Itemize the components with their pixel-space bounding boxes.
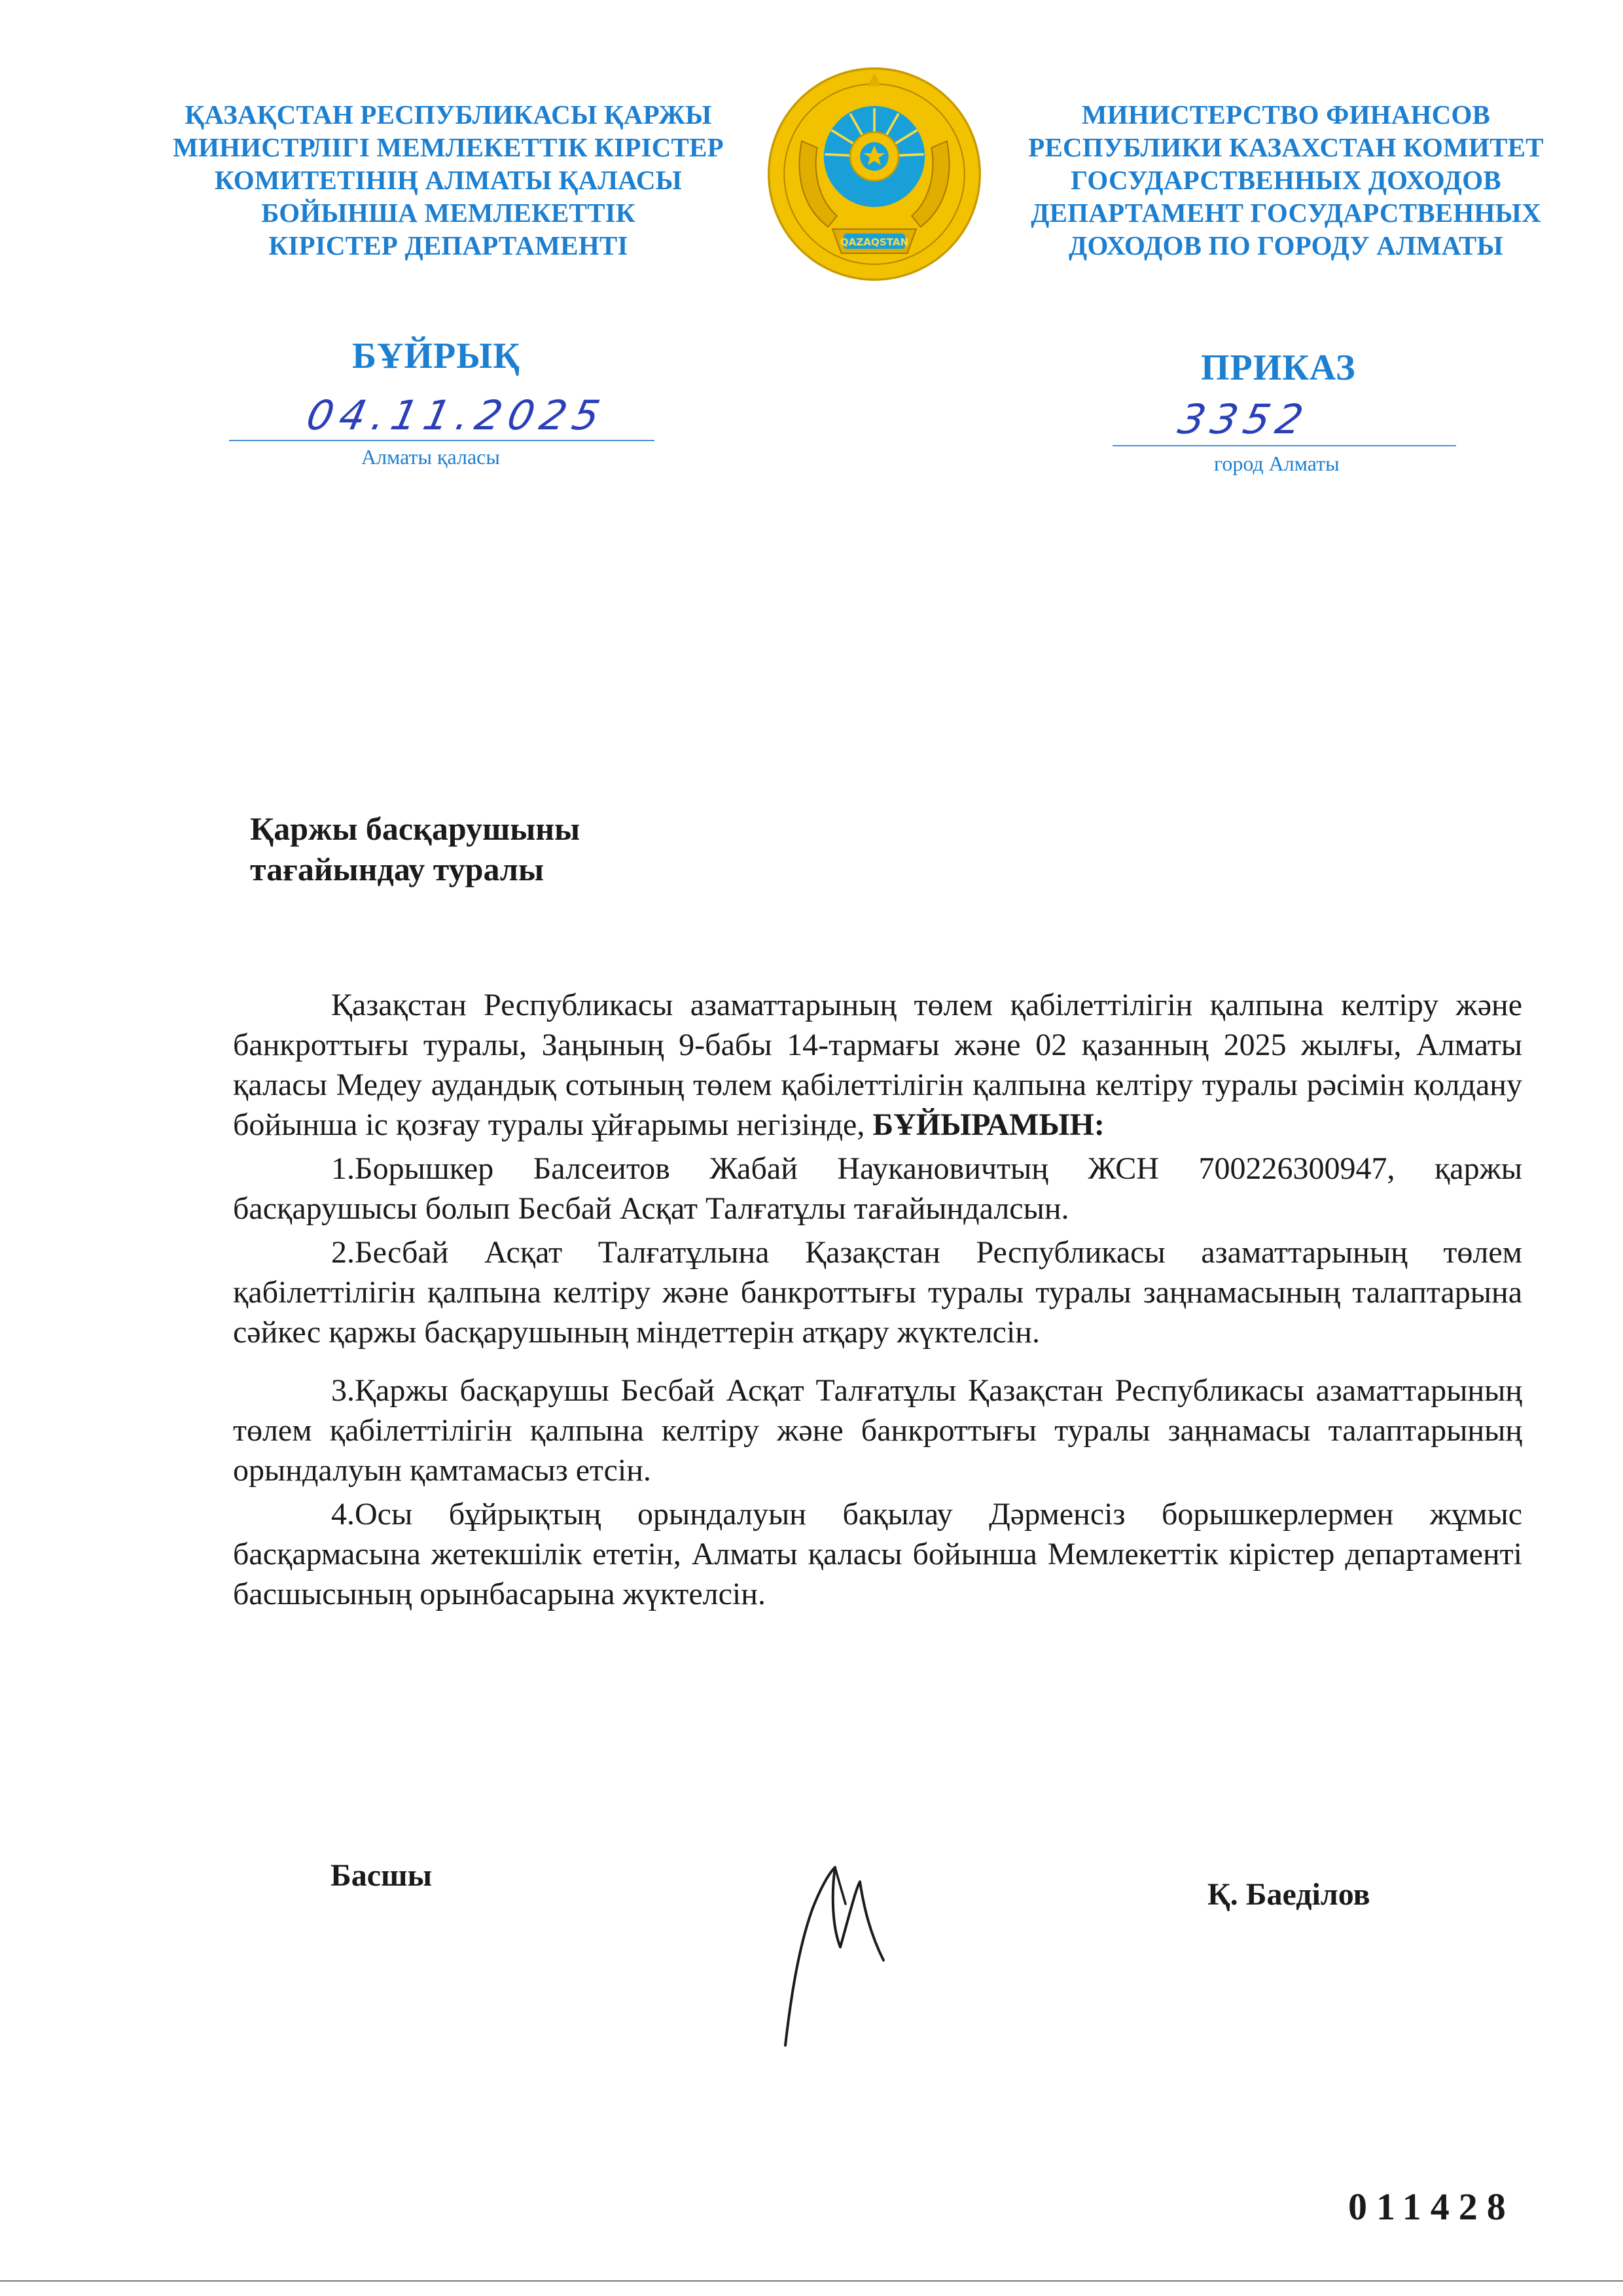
body-intro-text: Қазақстан Республикасы азаматтарының төлем қабілеттілігін қалпына келтіру және банкроттығы туралы, Заңының 9-бабы 14-тармағы және 02 қазанның 2025 жылғы, Алматы қаласы Медеу аудандық сотының төлем қабілеттілігін қалпына келтіру туралы рәсімін қолдану бойынша іс қозғау туралы ұйғарымы негізінде, xyxy=(233,988,1522,1142)
order-body xyxy=(233,985,1522,1618)
handwritten-signature xyxy=(772,1836,936,2052)
handwritten-date: 04.11.2025 xyxy=(302,391,611,439)
order-subject xyxy=(250,808,580,889)
header-left-line: КОМИТЕТІНІҢ АЛМАТЫ ҚАЛАСЫ xyxy=(214,165,683,195)
subject-line: Қаржы басқарушыны xyxy=(250,810,580,847)
city-russian: город Алматы xyxy=(1214,452,1340,475)
header-right-line: ДЕПАРТАМЕНТ ГОСУДАРСТВЕННЫХ xyxy=(1031,198,1541,228)
order-item-4: 4.Осы бұйрықтың орындалуын бақылау Дәрменсіз борышкерлермен жұмыс басқармасына жетекшілік ететін, Алматы қаласы бойынша Мемлекеттік кірістер департаменті басшысының орынбасарына жүктелсін. xyxy=(233,1497,1522,1611)
header-left-line: БОЙЫНША МЕМЛЕКЕТТІК xyxy=(261,198,635,228)
scan-bottom-edge xyxy=(0,2280,1623,2282)
order-title-kazakh: БҰЙРЫҚ xyxy=(352,336,520,376)
document-serial-number: 011428 xyxy=(1348,2185,1515,2228)
header-right-line: ДОХОДОВ ПО ГОРОДУ АЛМАТЫ xyxy=(1069,230,1503,260)
date-underline xyxy=(229,440,654,441)
body-intro-command: БҰЙЫРАМЫН: xyxy=(872,1107,1105,1142)
state-emblem-icon xyxy=(764,64,984,284)
header-right-line: МИНИСТЕРСТВО ФИНАНСОВ xyxy=(1081,99,1491,130)
number-underline xyxy=(1113,445,1456,446)
signatory-name: Қ. Баеділов xyxy=(1207,1877,1370,1912)
subject-line: тағайындау туралы xyxy=(250,851,544,888)
header-left-kazakh xyxy=(167,98,730,262)
header-right-line: РЕСПУБЛИКИ КАЗАХСТАН КОМИТЕТ xyxy=(1028,132,1544,162)
header-right-line: ГОСУДАРСТВЕННЫХ ДОХОДОВ xyxy=(1071,165,1501,195)
order-item-3: 3.Қаржы басқарушы Бесбай Асқат Талғатұлы Қазақстан Республикасы азаматтарының төлем қабілеттілігін қалпына келтіру және банкроттығы туралы заңнамасы талаптарының орындалуын қамтамасыз етсін. xyxy=(233,1373,1522,1488)
header-left-line: ҚАЗАҚСТАН РЕСПУБЛИКАСЫ ҚАРЖЫ xyxy=(185,99,712,130)
order-title-russian: ПРИКАЗ xyxy=(1201,348,1356,388)
order-item-2: 2.Бесбай Асқат Талғатұлына Қазақстан Республикасы азаматтарының төлем қабілеттілігін қалпына келтіру және банкроттығы туралы туралы заңнамасының талаптарына сәйкес қаржы басқарушының міндеттерін атқару жүктелсін. xyxy=(233,1235,1522,1350)
header-right-russian xyxy=(1005,98,1567,262)
header-left-line: МИНИСТРЛІГІ МЕМЛЕКЕТТІК КІРІСТЕР xyxy=(173,132,724,162)
handwritten-order-number: 3352 xyxy=(1174,395,1314,443)
city-kazakh: Алматы қаласы xyxy=(361,445,500,469)
emblem-text: QAZAQSTAN xyxy=(840,236,909,249)
order-item-1: 1.Борышкер Балсеитов Жабай Наукановичтың ЖСН 700226300947, қаржы басқарушысы болып Бесбай Асқат Талғатұлы тағайындалсын. xyxy=(233,1151,1522,1226)
signatory-position: Басшы xyxy=(330,1858,433,1893)
body-intro-paragraph xyxy=(233,985,1522,1145)
header-left-line: КІРІСТЕР ДЕПАРТАМЕНТІ xyxy=(268,230,628,260)
